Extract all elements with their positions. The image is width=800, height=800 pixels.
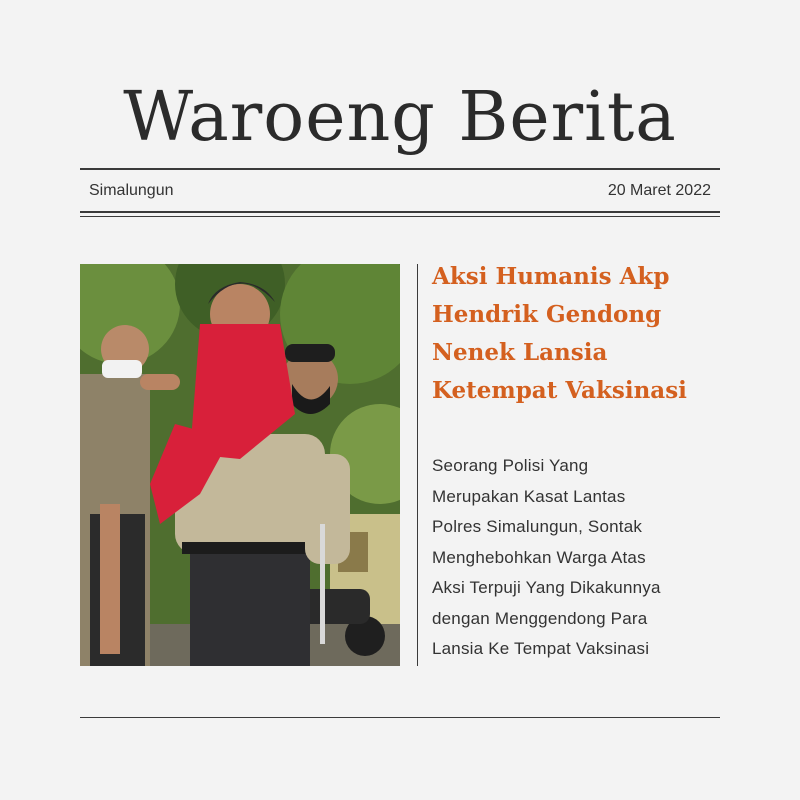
dateline-location: Simalungun: [89, 182, 174, 199]
lede-line: Menghebohkan Warga Atas: [432, 547, 646, 567]
news-photo: [80, 264, 400, 666]
dateline-rule: [80, 211, 720, 213]
headline-line: Ketempat Vaksinasi: [432, 377, 687, 404]
dateline-rule-thin: [80, 216, 720, 217]
lede-line: Aksi Terpuji Yang Dikakunnya: [432, 578, 661, 597]
headline-line: Hendrik Gendong: [432, 301, 662, 328]
article-headline: [432, 258, 722, 410]
lede-line: Lansia Ke Tempat Vaksinasi: [432, 639, 650, 658]
news-photo-illustration: [80, 264, 400, 666]
headline-line: Aksi Humanis Akp: [432, 263, 670, 290]
article-lede: [432, 451, 722, 665]
lede-line: dengan Menggendong Para: [432, 608, 648, 628]
lede-line: Polres Simalungun, Sontak: [432, 517, 643, 536]
column-divider: [417, 264, 418, 666]
footer-rule: [80, 717, 720, 718]
lede-line: Merupakan Kasat Lantas: [432, 486, 626, 506]
lede-line: Seorang Polisi Yang: [432, 456, 589, 475]
masthead-rule-top: [80, 168, 720, 170]
dateline-date: 20 Maret 2022: [607, 182, 711, 199]
masthead-title: Waroeng Berita: [123, 78, 677, 157]
headline-line: Nenek Lansia: [432, 339, 608, 366]
